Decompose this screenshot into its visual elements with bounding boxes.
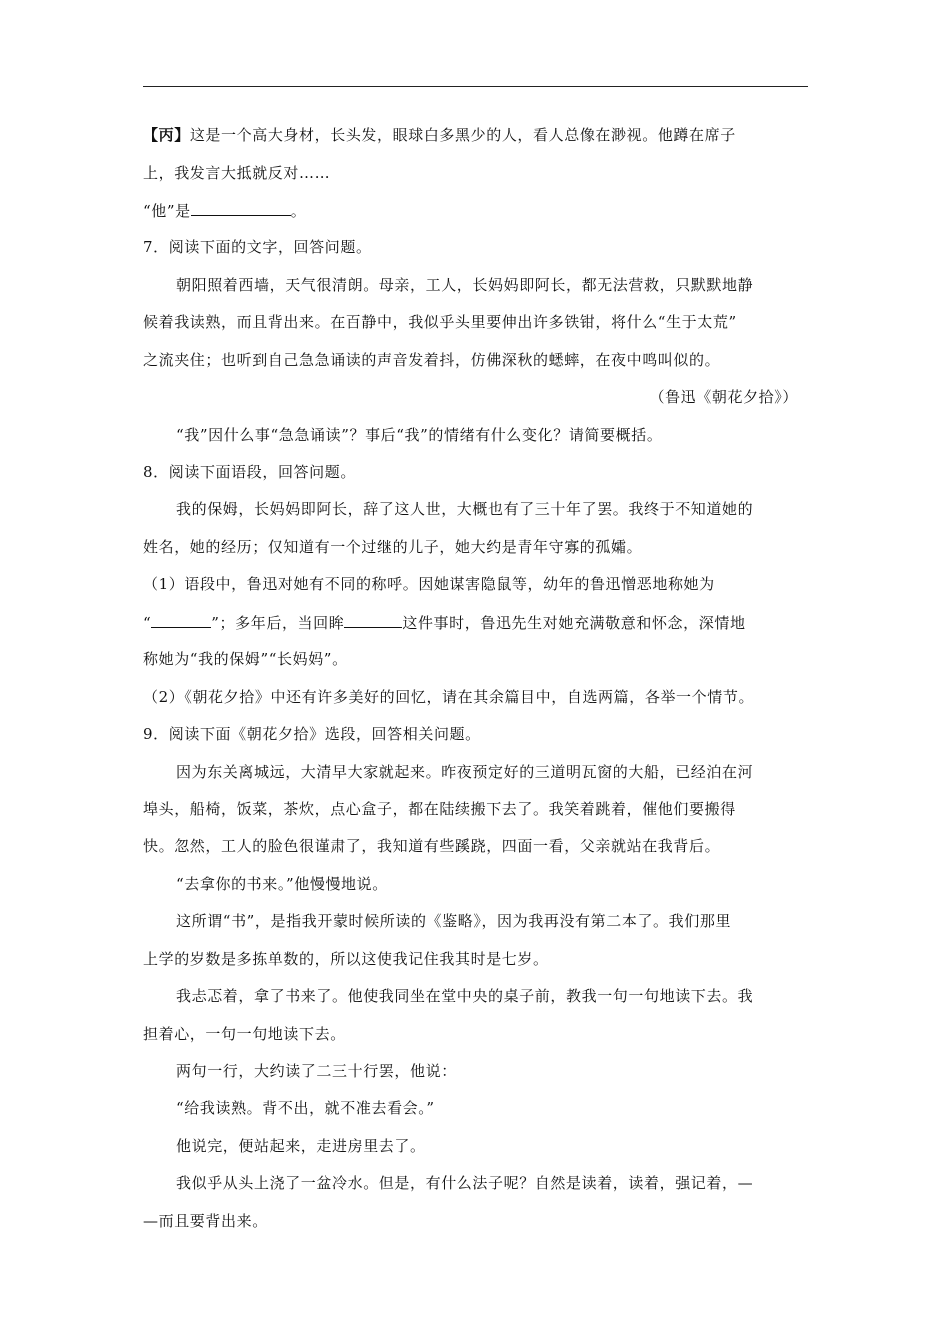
bing-tag: 【丙】 [143,126,190,144]
bing-line-2: 上，我发言大抵就反对…… [143,164,331,182]
q8-sub1-line-3: 称她为“我的保姆”“长妈妈”。 [143,650,348,668]
bing-line-1: 【丙】这是一个高大身材，长头发，眼球白多黑少的人，看人总像在渺视。他蹲在席子 [143,126,736,144]
q8-heading: 8．阅读下面语段，回答问题。 [143,463,356,481]
q8-sub1-line-2: “ ”；多年后，当回眸 这件事时，鲁迅先生对她充满敬意和怀念，深情地 [143,614,746,632]
q9-para1-line-1: 因为东关离城远，大清早大家就起来。昨夜预定好的三道明瓦窗的大船，已经泊在河 [176,763,754,781]
q7-para-line-2: 候着我读熟，而且背出来。在百静中，我似乎头里要伸出许多铁钳，将什么“生于太荒” [143,313,737,331]
q8-sub2: （2）《朝花夕拾》中还有许多美好的回忆，请在其余篇目中，自选两篇，各举一个情节。 [143,688,755,706]
answer-blank[interactable] [151,612,211,628]
q9-para8-line-1: 我似乎从头上浇了一盆冷水。但是，有什么法子呢？自然是读着，读着，强记着，— [176,1174,754,1192]
q9-para1-line-2: 埠头，船椅，饭菜，茶炊，点心盒子，都在陆续搬下去了。我笑着跳着，催他们要搬得 [143,800,736,818]
q9-para7: 他说完，便站起来，走进房里去了。 [176,1137,426,1155]
q9-para1-line-3: 快。忽然，工人的脸色很谨肃了，我知道有些蹊跷，四面一看，父亲就站在我背后。 [143,837,721,855]
q8-sub1-line-1: （1）语段中，鲁迅对她有不同的称呼。因她谋害隐鼠等，幼年的鲁迅憎恶地称她为 [143,575,715,593]
q7-source: （鲁迅《朝花夕拾》） [649,388,798,406]
q9-para8-line-2: —而且要背出来。 [143,1212,268,1230]
q8-para-line-2: 姓名，她的经历；仅知道有一个过继的儿子，她大约是青年守寡的孤孀。 [143,538,643,556]
bing-question: “他”是 。 [143,202,307,220]
q9-para5: 两句一行，大约读了二三十行罢，他说： [176,1062,457,1080]
header-rule [143,86,808,87]
q9-para3-line-1: 这所谓“书”，是指我开蒙时候所读的《鉴略》，因为我再没有第二本了。我们那里 [176,912,732,930]
q9-para2: “去拿你的书来。”他慢慢地说。 [176,875,388,893]
q7-para-line-3: 之流夹住；也听到自己急急诵读的声音发着抖，仿佛深秋的蟋蟀，在夜中鸣叫似的。 [143,351,721,369]
q9-para4-line-1: 我忐忑着，拿了书来了。他使我同坐在堂中央的桌子前，教我一句一句地读下去。我 [176,987,754,1005]
q9-para6: “给我读熟。背不出，就不准去看会。” [176,1099,435,1117]
q7-heading: 7．阅读下面的文字，回答问题。 [143,238,372,256]
q7-question: “我”因什么事“急急诵读”？事后“我”的情绪有什么变化？请简要概括。 [176,426,663,444]
q9-para4-line-2: 担着心，一句一句地读下去。 [143,1025,346,1043]
q7-para-line-1: 朝阳照着西墙，天气很清朗。母亲，工人，长妈妈即阿长，都无法营救，只默默地静 [176,276,754,294]
q9-heading: 9．阅读下面《朝花夕拾》选段，回答相关问题。 [143,725,481,743]
q8-para-line-1: 我的保姆，长妈妈即阿长，辞了这人世，大概也有了三十年了罢。我终于不知道她的 [176,500,754,518]
q9-para3-line-2: 上学的岁数是多拣单数的，所以这使我记住我其时是七岁。 [143,950,549,968]
answer-blank[interactable] [191,200,291,216]
answer-blank[interactable] [344,612,402,628]
